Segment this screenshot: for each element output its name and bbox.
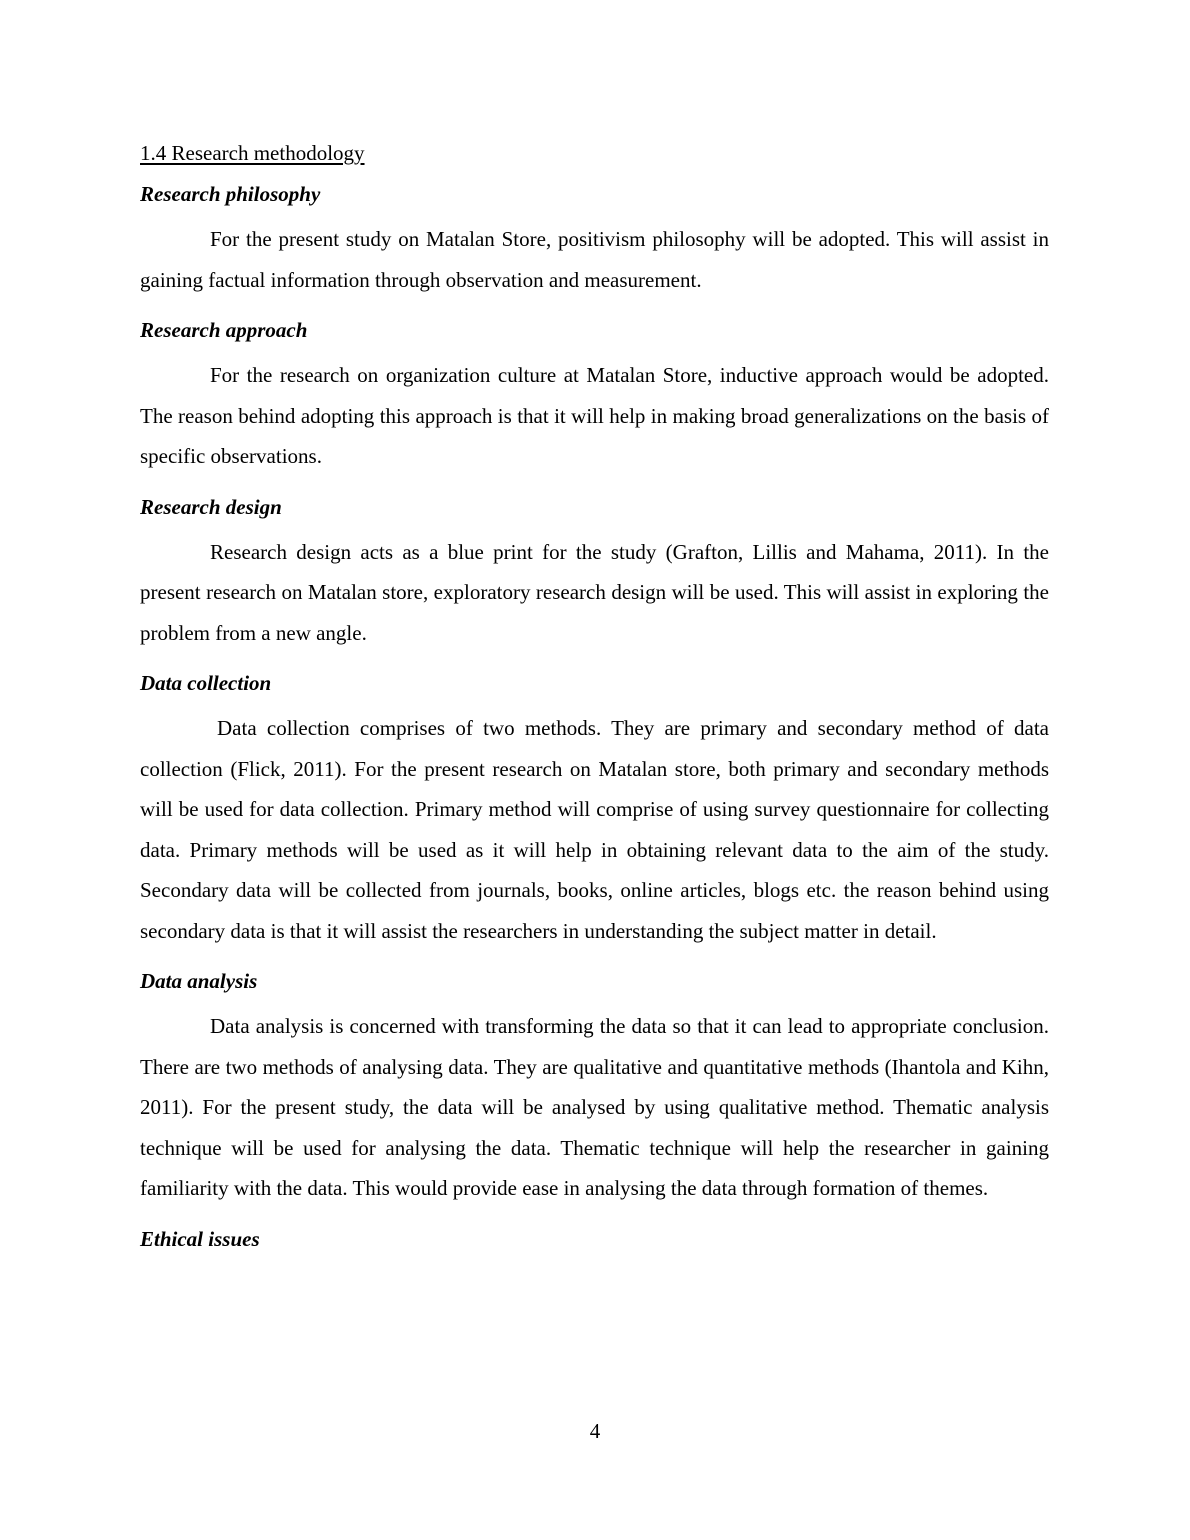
paragraph-research-philosophy: For the present study on Matalan Store, positivism philosophy will be adopted. This will assist in gaining factual information through observation and measurement. [140,227,1049,292]
page-number: 4 [589,1419,601,1443]
heading-research-philosophy: Research philosophy [140,182,321,206]
heading-research-approach: Research approach [140,318,308,342]
page-content [140,138,1049,1264]
heading-data-analysis: Data analysis [140,969,258,993]
section-title: 1.4 Research methodology [140,141,365,165]
paragraph-research-design: Research design acts as a blue print for the study (Grafton, Lillis and Mahama, 2011). In the present research on Matalan store, exploratory research design will be used. This will assist in exploring the problem from a new angle. [140,539,1049,645]
heading-ethical-issues: Ethical issues [140,1226,260,1251]
heading-research-design: Research design [140,494,282,519]
heading-data-collection: Data collection [140,671,272,695]
paragraph-data-analysis: Data analysis is concerned with transforming the data so that it can lead to appropriate conclusion. There are two methods of analysing data. They are qualitative and quantitative methods (Ihantola and Kihn, 2011). For the present study, the data will be analysed by using qualitative method. Thematic analysis technique will be used for analysing the data. Thematic technique will help the researcher in gaining familiarity with the data. This would provide ease in analysing the data through formation of themes. [140,1014,1049,1200]
paragraph-research-approach: For the research on organization culture at Matalan Store, inductive approach would be adopted. The reason behind adopting this approach is that it will help in making broad generalizations on the basis of specific observations. [140,363,1049,468]
paragraph-data-collection: Data collection comprises of two methods. They are primary and secondary method of data collection (Flick, 2011). For the present research on Matalan store, both primary and secondary methods will be used for data collection. Primary method will comprise of using survey questionnaire for collecting data. Primary methods will be used as it will help in obtaining relevant data to the aim of the study. Secondary data will be collected from journals, books, online articles, blogs etc. the reason behind using secondary data is that it will assist the researchers in understanding the subject matter in detail. [140,716,1049,943]
